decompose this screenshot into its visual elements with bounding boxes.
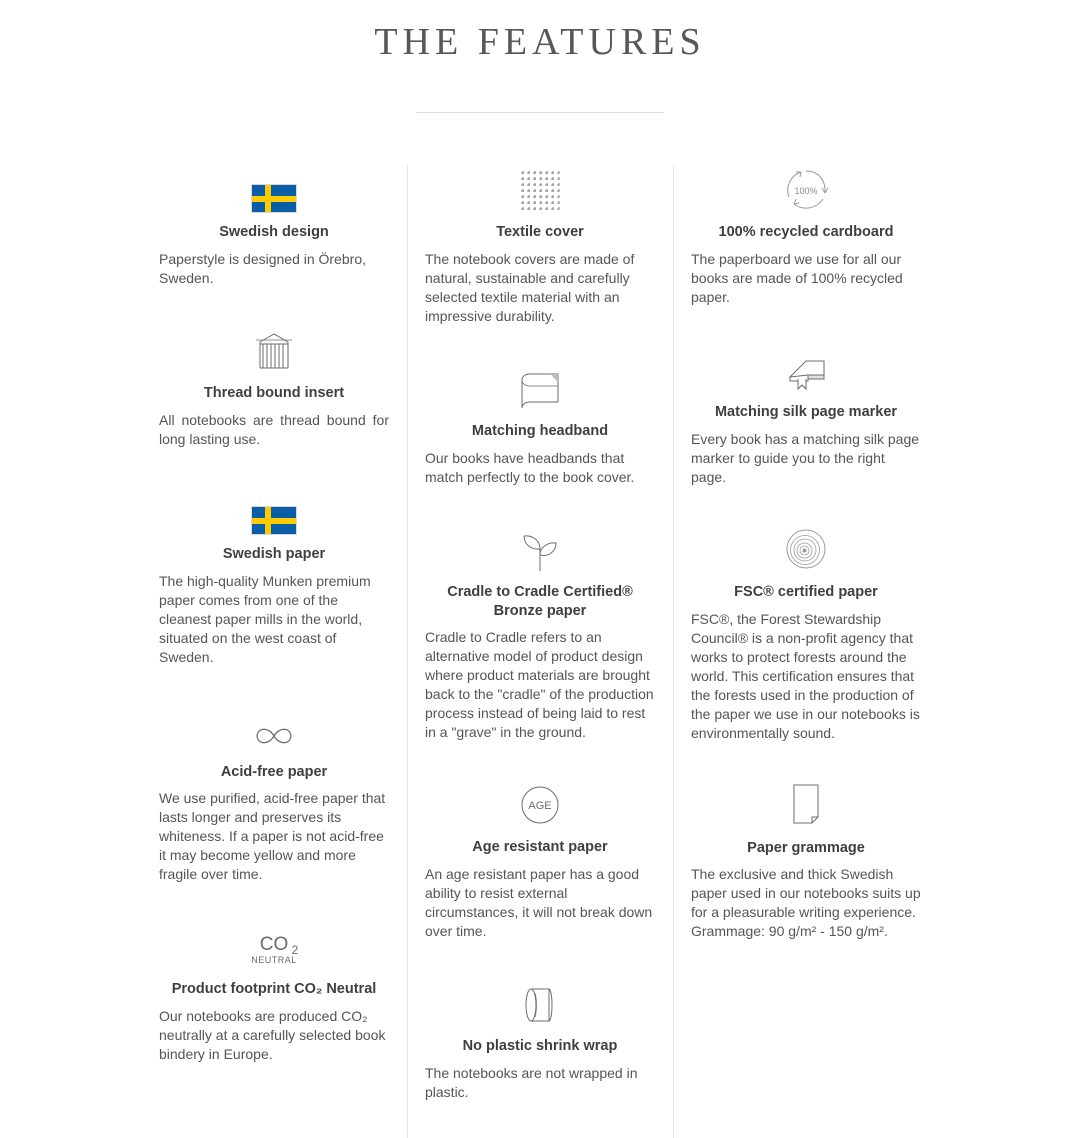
feature-fsc-certified-paper [691,517,921,743]
feature-title: Acid-free paper [220,763,328,780]
feature-body: Our books have headbands that match perfectly to the book cover. [425,449,635,485]
feature-title: Paper grammage [747,839,865,856]
svg-text:AGE: AGE [528,800,552,813]
feature-body: Paperstyle is designed in Örebro, Sweden. [159,250,366,286]
feature-title: Age resistant paper [472,839,608,856]
feature-body: Every book has a matching silk page marker to guide you to the right page. [691,430,920,485]
feature-acid-free-paper [159,697,389,885]
feature-title: Textile cover [496,224,584,240]
svg-text:100%: 100% [794,186,818,196]
features-grid [0,157,1080,1132]
silk-page-marker-icon [691,337,921,393]
feature-swedish-paper [159,479,389,667]
feature-thread-bound-insert [159,318,389,449]
feature-body: The notebook covers are made of natural, sustainable and carefully selected textile material with an impressive durability. [425,250,635,324]
feature-paper-grammage [691,773,921,942]
thread-bound-insert-icon [159,318,389,374]
feature-cradle-to-cradle [425,517,655,743]
features-column-3 [673,157,939,1132]
svg-text:NEUTRAL: NEUTRAL [251,955,297,966]
infinity-icon [159,697,389,753]
feature-body: An age resistant paper has a good ability to resist external circumstances, it will not break down over time. [425,866,653,940]
feature-silk-page-marker [691,337,921,487]
feature-body: The notebooks are not wrapped in plastic. [425,1065,638,1101]
features-column-1 [141,157,407,1132]
feature-body: All notebooks are thread bound for long lasting use. [159,411,389,447]
feature-title: Matching headband [471,422,609,439]
feature-body: The high-quality Munken premium paper comes from one of the cleanest paper mills in the world, situated on the west coast of Sweden. [159,572,371,665]
swedish-flag-icon [159,157,389,213]
feature-recycled-cardboard [691,157,921,307]
feature-title: FSC® certified paper [734,583,878,600]
feature-title: 100% recycled cardboard [718,224,894,240]
textile-weave-icon [425,157,655,213]
features-column-2 [407,157,673,1132]
100-percent-recycled-icon [691,157,921,213]
feature-title: Matching silk page marker [714,403,898,420]
feature-title: No plastic shrink wrap [462,1038,618,1055]
paper-sheet-icon [691,773,921,829]
age-circle-icon [425,772,655,828]
headband-icon [425,356,655,412]
title-divider [416,112,664,113]
feature-body: Our notebooks are produced CO₂ neutrally at a carefully selected book bindery in Europe. [159,1008,386,1063]
feature-swedish-design [159,157,389,288]
feature-body: FSC®, the Forest Stewardship Council® is a non-profit agency that works to protect forests around the world. This certification ensures that the forests used in the production of the paper we use in our notebooks is environmentally sound. [691,610,920,741]
feature-body: The paperboard we use for all our books are made of 100% recycled paper. [691,250,903,305]
feature-title: Swedish design [219,224,329,240]
feature-title: Product footprint CO₂ Neutral [171,981,377,998]
no-shrink-wrap-icon [425,971,655,1027]
feature-title: Thread bound insert [203,384,345,401]
feature-title: Cradle to Cradle Certified® Bronze paper [447,583,633,619]
page-title: THE FEATURES [374,21,706,63]
leaf-sprout-icon [425,517,655,573]
svg-text:2: 2 [291,943,299,958]
fsc-tree-rings-icon [691,517,921,573]
feature-no-plastic-shrink-wrap [425,971,655,1102]
feature-body: The exclusive and thick Swedish paper used in our notebooks suits up for a pleasurable writing experience. Grammage: 90 g/m² - 150 g/m². [691,866,921,940]
swedish-flag-icon [159,479,389,535]
feature-matching-headband [425,356,655,487]
feature-age-resistant-paper [425,772,655,941]
feature-textile-cover [425,157,655,326]
co2-neutral-icon [159,914,389,970]
feature-co2-neutral [159,914,389,1064]
feature-body: We use purified, acid-free paper that lasts longer and preserves its whiteness. If a paper is not acid-free it may become yellow and more fragile over time. [159,790,386,883]
feature-title: Swedish paper [222,545,326,562]
feature-body: Cradle to Cradle refers to an alternative model of product design where product materials are brought back to the "cradle" of the production process instead of being laid to rest in a "grave" in the ground. [425,629,654,741]
svg-text:CO: CO [259,934,289,956]
